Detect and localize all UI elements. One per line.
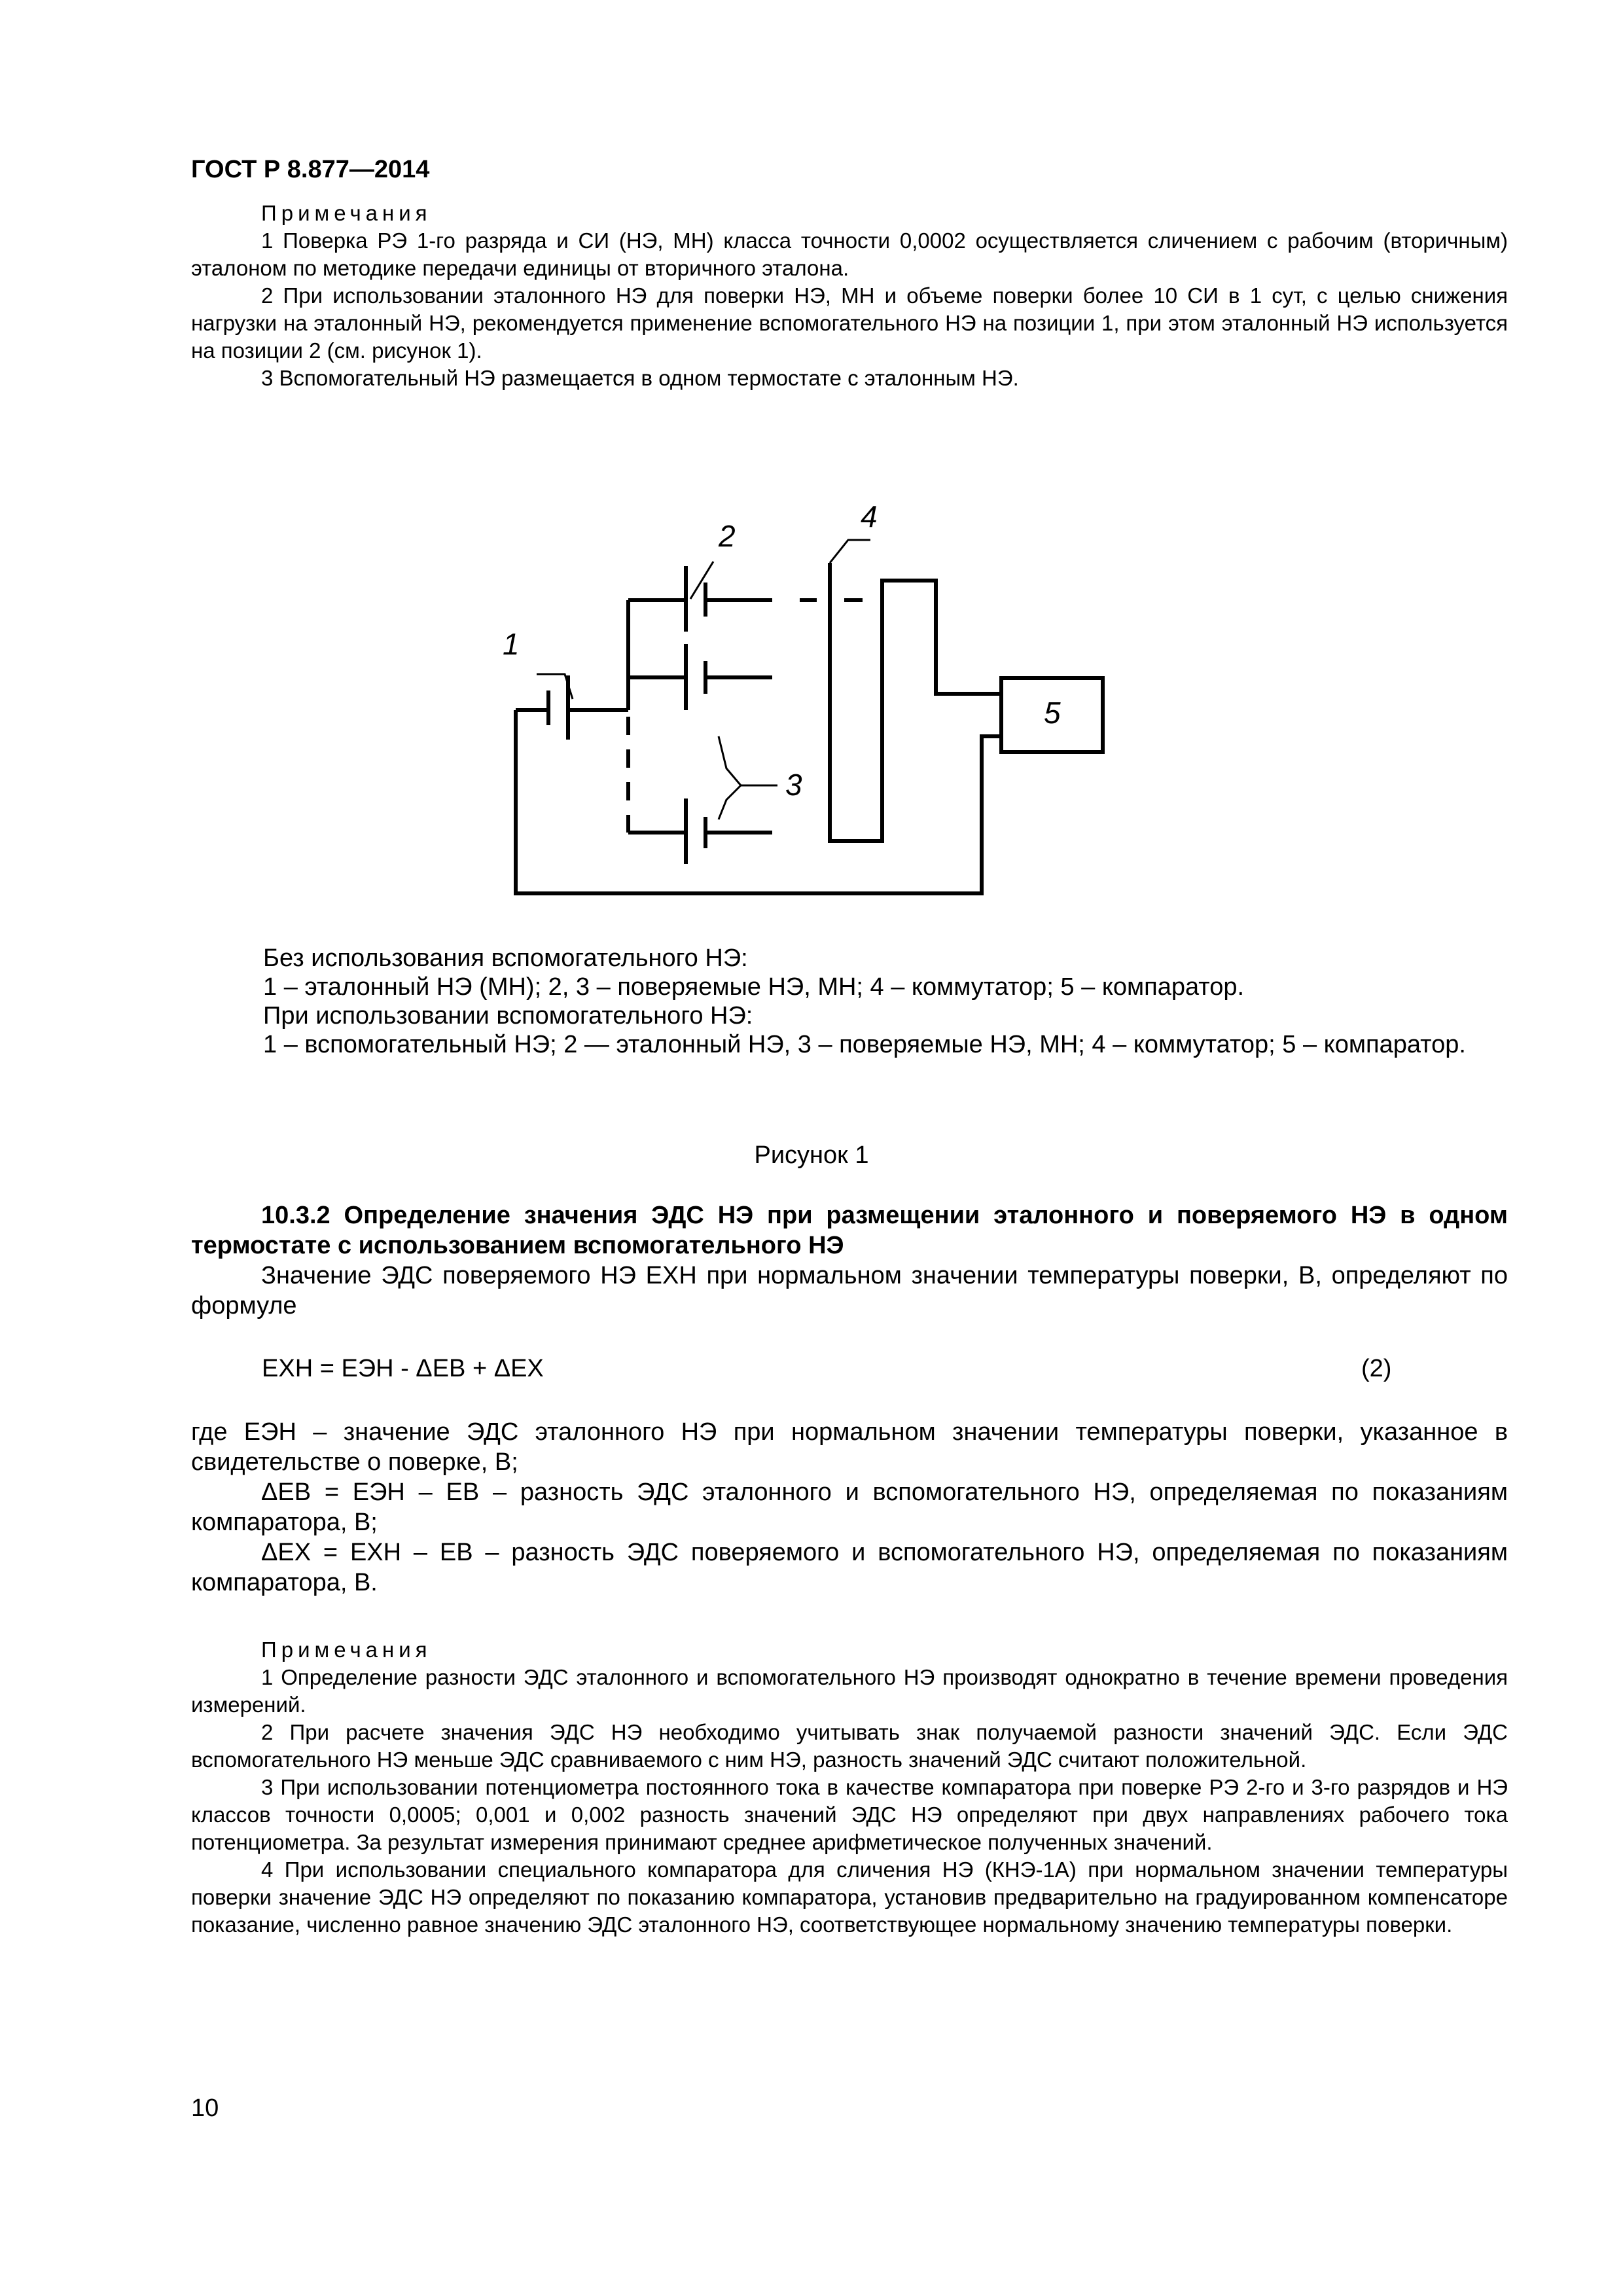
legend-line: Без использования вспомогательного НЭ: bbox=[263, 944, 748, 972]
note-item: 2 При использовании эталонного НЭ для поверки НЭ, МН и объеме поверки более 10 СИ в 1 сут, с целью снижения нагрузки на эталонный НЭ, рекомендуется применение вспомогательного НЭ на позиции 1, при этом эталонный НЭ используется на позиции 2 (см. рисунок 1). bbox=[191, 283, 1508, 363]
definition-item: ΔEX = EХН – EВ – разность ЭДС поверяемого и вспомогательного НЭ, определяемая по показаниям компаратора, В. bbox=[191, 1539, 1508, 1596]
definition-item: где EЭН – значение ЭДС эталонного НЭ при нормальном значении температуры поверки, указанное в свидетельстве о поверке, В; bbox=[191, 1418, 1508, 1476]
label-3: 3 bbox=[785, 768, 802, 802]
note-item: 3 При использовании потенциометра постоянного тока в качестве компаратора при поверке РЭ 2-го и 3-го разрядов и НЭ классов точности 0,0005; 0,001 и 0,002 разность значений ЭДС НЭ определяют при двух направлениях рабочего тока потенциометра. За результат измерения принимают среднее арифметическое полученных значений. bbox=[191, 1775, 1508, 1854]
label-5: 5 bbox=[1044, 696, 1061, 730]
legend-line: 1 – вспомогательный НЭ; 2 — эталонный НЭ, 3 – поверяемые НЭ, МН; 4 – коммутатор; 5 – компаратор. bbox=[263, 1031, 1466, 1058]
notes-title: Примечания bbox=[261, 201, 432, 225]
figure-caption: Рисунок 1 bbox=[754, 1141, 869, 1169]
definitions-block bbox=[191, 1417, 1508, 1598]
section-intro: Значение ЭДС поверяемого НЭ EХН при нормальном значении температуры поверки, В, определяют по формуле bbox=[191, 1262, 1508, 1319]
label-4: 4 bbox=[861, 499, 878, 533]
page-number: 10 bbox=[191, 2094, 219, 2122]
legend-line: 1 – эталонный НЭ (МН); 2, 3 – поверяемые НЭ, МН; 4 – коммутатор; 5 – компаратор. bbox=[263, 973, 1245, 1001]
section-body bbox=[191, 1200, 1508, 1321]
note-item: 1 Поверка РЭ 1-го разряда и СИ (НЭ, МН) класса точности 0,0002 осуществляется сличением с рабочим (вторичным) эталоном по методике передачи единицы от вторичного эталона. bbox=[191, 228, 1508, 280]
section-heading: 10.3.2 Определение значения ЭДС НЭ при размещении эталонного и поверяемого НЭ в одном термостате с использованием вспомогательного НЭ bbox=[191, 1202, 1508, 1259]
note-item: 3 Вспомогательный НЭ размещается в одном термостате с эталонным НЭ. bbox=[261, 366, 1019, 390]
formula-number: (2) bbox=[1361, 1355, 1392, 1382]
formula: EХН = EЭН - ΔEВ + ΔEX bbox=[262, 1355, 544, 1382]
notes-block-1 bbox=[191, 200, 1508, 392]
notes-title: Примечания bbox=[261, 1638, 432, 1662]
label-1: 1 bbox=[503, 627, 520, 661]
figure-legend bbox=[263, 944, 1507, 1059]
document-header: ГОСТ Р 8.877—2014 bbox=[191, 156, 430, 183]
legend-line: При использовании вспомогательного НЭ: bbox=[263, 1002, 753, 1030]
note-item: 4 При использовании специального компаратора для сличения НЭ (КНЭ-1А) при нормальном значении температуры поверки значение ЭДС НЭ определяют по показанию компаратора, установив предварительно на градуированном компенсаторе показание, численно равное значению ЭДС эталонного НЭ, соответствующее нормальному значению температуры поверки. bbox=[191, 1857, 1508, 1937]
notes-block-2 bbox=[191, 1636, 1508, 1939]
label-2: 2 bbox=[719, 519, 736, 553]
definition-item: ΔEВ = EЭН – EВ – разность ЭДС эталонного и вспомогательного НЭ, определяемая по показаниям компаратора, В; bbox=[191, 1479, 1508, 1536]
note-item: 1 Определение разности ЭДС эталонного и вспомогательного НЭ производят однократно в течение времени проведения измерений. bbox=[191, 1665, 1508, 1717]
circuit-diagram bbox=[458, 458, 1178, 916]
note-item: 2 При расчете значения ЭДС НЭ необходимо учитывать знак получаемой разности значений ЭДС. Если ЭДС вспомогательного НЭ меньше ЭДС сравниваемого с ним НЭ, разность значений ЭДС считают положительной. bbox=[191, 1720, 1508, 1772]
